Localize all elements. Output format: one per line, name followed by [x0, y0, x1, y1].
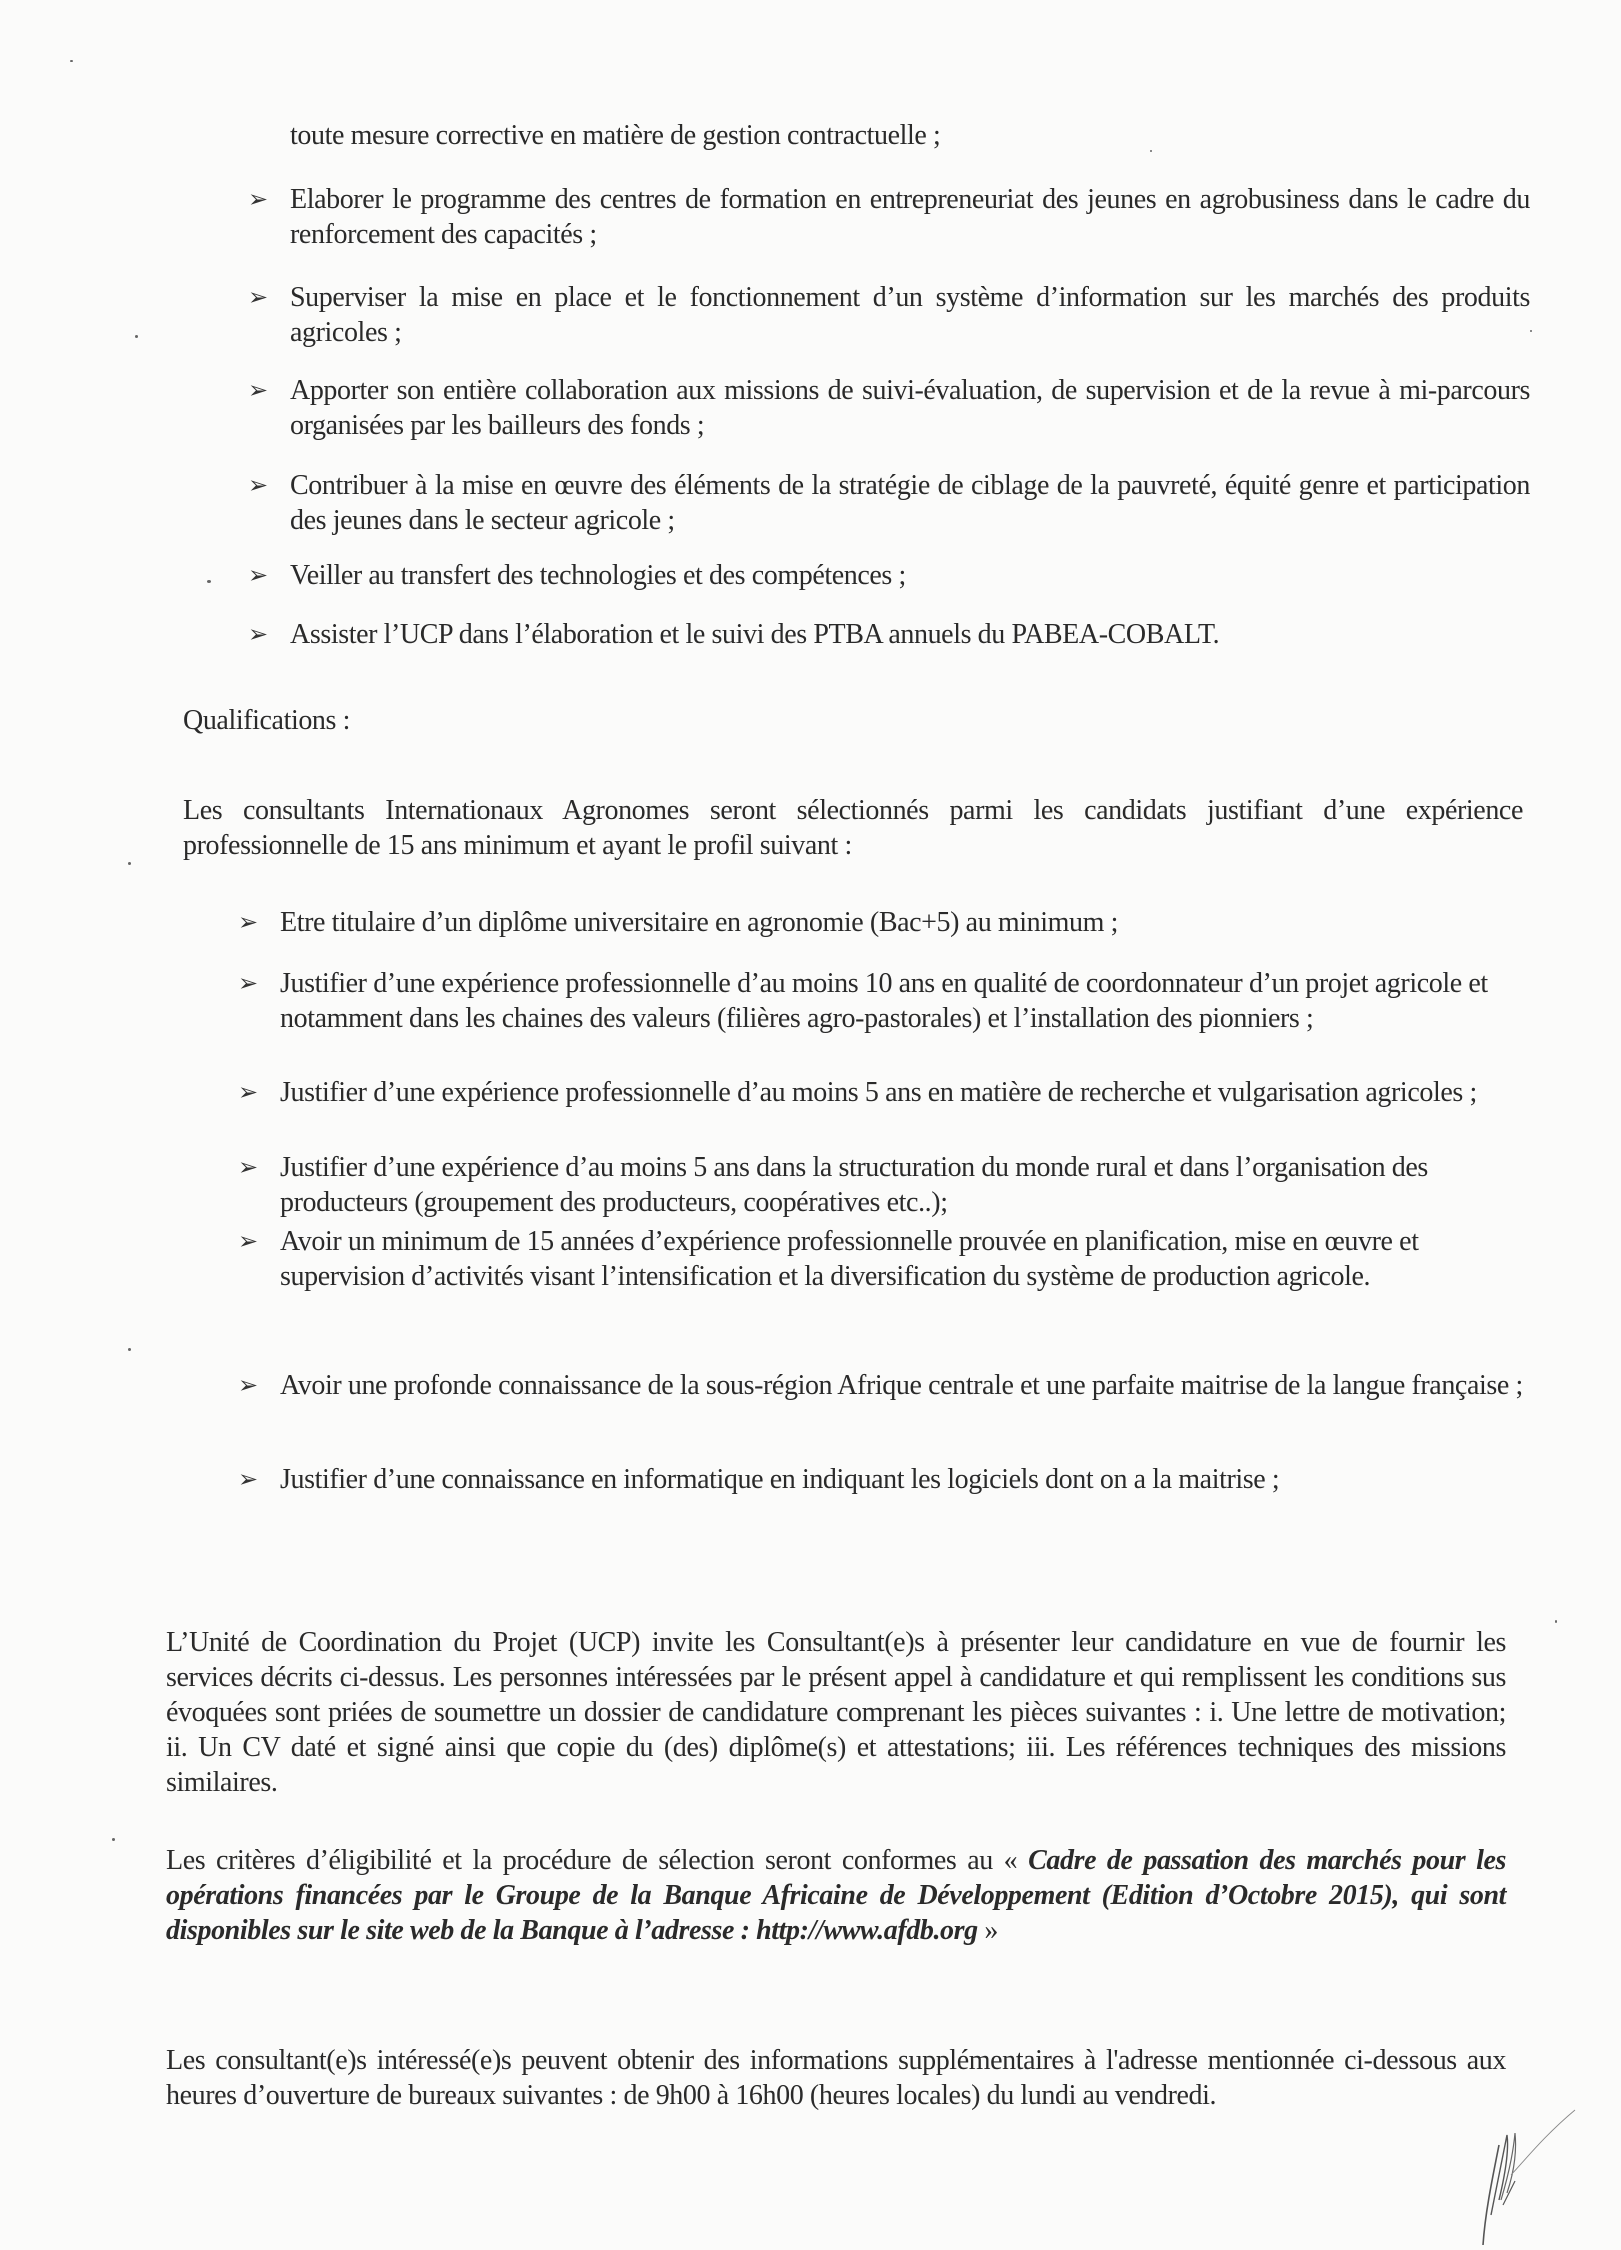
task-item — [248, 558, 1530, 593]
task-item — [248, 182, 1530, 252]
task-text: Assister l’UCP dans l’élaboration et le suivi des PTBA annuels du PABEA-COBALT. — [290, 619, 1220, 650]
scan-speck — [128, 862, 131, 865]
qualification-item — [238, 1368, 1530, 1403]
arrow-bullet-icon: ➢ — [248, 620, 268, 648]
qualification-item — [238, 1224, 1530, 1294]
criteria-lead-text: Les critères d’éligibilité et la procédure de sélection seront conformes au « — [166, 1845, 1029, 1876]
arrow-bullet-icon: ➢ — [248, 561, 268, 589]
scan-speck — [112, 1838, 115, 1841]
qualification-item — [238, 1075, 1530, 1110]
task-text: Apporter son entière collaboration aux missions de suivi-évaluation, de supervision et de la revue à mi-parcours organisées par les bailleurs des fonds ; — [290, 375, 1530, 441]
task-item — [248, 373, 1530, 443]
arrow-bullet-icon: ➢ — [238, 1078, 258, 1106]
scan-speck — [135, 335, 138, 338]
task-item — [248, 280, 1530, 350]
task-item — [248, 468, 1530, 538]
qualifications-heading: Qualifications : — [183, 705, 351, 736]
ucp-invitation-paragraph: L’Unité de Coordination du Projet (UCP) invite les Consultant(e)s à présenter leur candidature en vue de fournir les services décrits ci-dessus. Les personnes intéressées par le présent appel à candidature et qui remplissent les conditions sus évoquées sont priées de soumettre un dossier de candidature comprenant les pièces suivantes : i. Une lettre de motivation; ii. Un CV daté et signé ainsi que copie du (des) diplôme(s) et attestations; iii. Les références techniques des missions similaires. — [166, 1627, 1506, 1798]
qualification-item — [238, 1462, 1530, 1497]
handwritten-signature-icon — [1455, 2105, 1585, 2250]
qualification-text: Avoir un minimum de 15 années d’expérience professionnelle prouvée en planification, mise en œuvre et supervision d’activités visant l’intensification et la diversification du système de production agricole. — [280, 1226, 1419, 1292]
scan-speck — [1530, 330, 1532, 332]
task-text: Elaborer le programme des centres de formation en entrepreneuriat des jeunes en agrobusiness dans le cadre du renforcement des capacités ; — [290, 184, 1530, 250]
contact-hours-paragraph: Les consultant(e)s intéressé(e)s peuvent obtenir des informations supplémentaires à l'adresse mentionnée ci-dessous aux heures d’ouverture de bureaux suivantes : de 9h00 à 16h00 (heures locales) du lundi au vendredi. — [166, 2045, 1506, 2111]
qualification-item — [238, 1150, 1530, 1220]
scan-speck — [1555, 1620, 1557, 1623]
scan-speck — [207, 580, 211, 583]
task-text: Contribuer à la mise en œuvre des éléments de la stratégie de ciblage de la pauvreté, équité genre et participation des jeunes dans le secteur agricole ; — [290, 470, 1530, 536]
scan-speck — [1150, 150, 1152, 152]
qualification-text: Avoir une profonde connaissance de la sous-région Afrique centrale et une parfaite maitrise de la langue française ; — [280, 1370, 1523, 1401]
arrow-bullet-icon: ➢ — [238, 1371, 258, 1399]
arrow-bullet-icon: ➢ — [238, 969, 258, 997]
qualification-item — [238, 905, 1530, 940]
scan-speck — [128, 1348, 131, 1351]
qualification-text: Justifier d’une expérience d’au moins 5 ans dans la structuration du monde rural et dans l’organisation des producteurs (groupement des producteurs, coopératives etc..); — [280, 1152, 1428, 1218]
qualification-item — [238, 966, 1530, 1036]
arrow-bullet-icon: ➢ — [238, 1227, 258, 1255]
continuation-line: toute mesure corrective en matière de gestion contractuelle ; — [290, 120, 941, 151]
criteria-tail-text: » — [977, 1915, 998, 1946]
arrow-bullet-icon: ➢ — [248, 376, 268, 404]
task-text: Superviser la mise en place et le fonctionnement d’un système d’information sur les marchés des produits agricoles ; — [290, 282, 1530, 348]
arrow-bullet-icon: ➢ — [238, 1153, 258, 1181]
task-item — [248, 617, 1530, 652]
qualification-text: Etre titulaire d’un diplôme universitaire en agronomie (Bac+5) au minimum ; — [280, 907, 1118, 938]
eligibility-criteria-paragraph — [166, 1843, 1506, 1948]
task-text: Veiller au transfert des technologies et des compétences ; — [290, 560, 906, 591]
arrow-bullet-icon: ➢ — [248, 283, 268, 311]
arrow-bullet-icon: ➢ — [238, 1465, 258, 1493]
qualifications-intro: Les consultants Internationaux Agronomes seront sélectionnés parmi les candidats justifiant d’une expérience professionnelle de 15 ans minimum et ayant le profil suivant : — [183, 795, 1523, 861]
arrow-bullet-icon: ➢ — [238, 908, 258, 936]
arrow-bullet-icon: ➢ — [248, 185, 268, 213]
procurement-framework-reference: Cadre de passation des marchés pour les opérations financées par le Groupe de la Banque Africaine de Développement (Edition d’Octobre 2015), qui sont disponibles sur le site web de la Banque à l’adresse : http://www.afdb.org — [166, 1845, 1506, 1946]
qualification-text: Justifier d’une expérience professionnelle d’au moins 10 ans en qualité de coordonnateur d’un projet agricole et notamment dans les chaines des valeurs (filières agro-pastorales) et l’installation des pionniers ; — [280, 968, 1488, 1034]
qualification-text: Justifier d’une connaissance en informatique en indiquant les logiciels dont on a la maitrise ; — [280, 1464, 1280, 1495]
qualification-text: Justifier d’une expérience professionnelle d’au moins 5 ans en matière de recherche et vulgarisation agricoles ; — [280, 1077, 1477, 1108]
scan-speck — [70, 60, 73, 62]
arrow-bullet-icon: ➢ — [248, 471, 268, 499]
